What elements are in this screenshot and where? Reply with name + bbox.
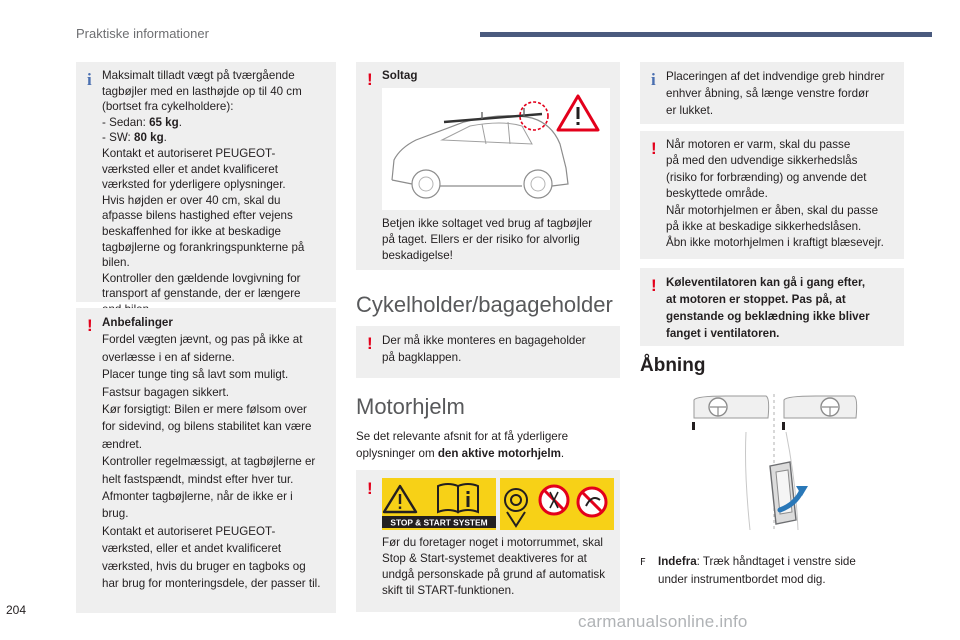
step-line bbox=[640, 553, 904, 571]
watermark: carmanualsonline.info bbox=[578, 612, 748, 631]
warning-box-recommendations bbox=[76, 308, 336, 613]
text-line: tagbøjlerne og forankringspunkterne på bbox=[102, 240, 305, 254]
sw-line bbox=[102, 130, 326, 146]
warning-title: Anbefalinger bbox=[102, 316, 173, 329]
warning-box-cooling-fan bbox=[640, 268, 904, 346]
text-line: Kontroller den gældende lovgivning for bbox=[102, 271, 301, 285]
text-line: Placeringen af det indvendige greb hindrer bbox=[666, 70, 885, 83]
bonnet-release-illustration bbox=[686, 392, 870, 532]
text-line: Betjen ikke soltaget ved brug af tagbøjler bbox=[382, 217, 593, 230]
sedan-suffix: . bbox=[178, 115, 182, 129]
stop-start-label: STOP & START SYSTEM bbox=[390, 517, 488, 528]
warning-icon: ! bbox=[367, 70, 373, 89]
text-line: Maksimalt tilladt vægt på tværgående bbox=[102, 69, 295, 82]
text-line: Køleventilatoren kan gå i gang efter, bbox=[666, 276, 866, 289]
header-accent-bar bbox=[480, 32, 932, 37]
text-line: genstande og beklædning ikke bliver bbox=[666, 310, 870, 323]
warning-icon: ! bbox=[87, 316, 93, 335]
stop-start-warning-illustration bbox=[382, 478, 614, 530]
text-line: værksted, hvis du bruger en tagboks og bbox=[102, 559, 306, 573]
text-line: beskadigelse! bbox=[382, 249, 453, 262]
text-line: værksted for yderligere oplysninger. bbox=[102, 178, 286, 192]
page-number: 204 bbox=[6, 603, 27, 617]
text-line: ændret. bbox=[102, 437, 142, 451]
text-line: beskyttede område. bbox=[666, 187, 768, 201]
text-line: Fastsur bagagen sikkert. bbox=[102, 385, 229, 399]
text-line: Placer tunge ting så lavt som muligt. bbox=[102, 368, 289, 382]
sedan-value: 65 kg bbox=[149, 115, 179, 129]
info-box-load-limit bbox=[76, 62, 336, 302]
text-line: transport af genstande, der er længere bbox=[102, 287, 301, 301]
sw-value: 80 kg bbox=[134, 131, 164, 145]
text-line: afpasse bilens hastighed efter vejens bbox=[102, 209, 293, 223]
text-line: overlæsse i en af siderne. bbox=[102, 350, 235, 364]
text-line: Stop & Start-systemet deaktiveres for at bbox=[382, 552, 587, 565]
text-line: fanget i ventilatoren. bbox=[666, 327, 780, 340]
warning-box-hot-engine bbox=[640, 131, 904, 259]
step-line-2: under instrumentbordet mod dig. bbox=[658, 573, 826, 586]
text-line: for sidevind, og bilens stabilitet kan være bbox=[102, 420, 312, 434]
text-line: (bortset fra cykelholdere): bbox=[102, 100, 234, 114]
text-line: brug. bbox=[102, 507, 129, 521]
text-line: Hvis højden er over 40 cm, skal du bbox=[102, 193, 281, 207]
bonnet-text bbox=[356, 428, 620, 462]
active-bonnet-link: den aktive motorhjelm bbox=[437, 447, 561, 460]
sw-label: - SW: bbox=[102, 131, 134, 145]
text-line: at motoren er stoppet. Pas på, at bbox=[666, 293, 846, 306]
text-line: er lukket. bbox=[666, 104, 714, 117]
text-prefix: oplysninger om bbox=[356, 447, 438, 460]
info-box-handle-position bbox=[640, 62, 904, 124]
text-line: på ikke at beskadige sikkerhedslåsen. bbox=[666, 220, 862, 234]
text-line: Kontroller regelmæssigt, at tagbøjlerne er bbox=[102, 455, 316, 469]
text-line: Se det relevante afsnit for at få yderligere bbox=[356, 430, 569, 443]
text-line: skift til START-funktionen. bbox=[382, 584, 515, 597]
text-line: på med den udvendige sikkerhedslås bbox=[666, 154, 858, 168]
text-line: Når motorhjelmen er åben, skal du passe bbox=[666, 203, 879, 217]
stop-start-text bbox=[382, 535, 618, 599]
sunroof-text bbox=[382, 216, 618, 264]
text-line: Åbn ikke motorhjelmen i kraftigt blæsevejr. bbox=[666, 236, 884, 250]
text-line: Kontakt et autoriseret PEUGEOT- bbox=[102, 146, 276, 160]
text-line: Der må ikke monteres en bagageholder bbox=[382, 334, 586, 347]
sw-suffix: . bbox=[163, 131, 167, 145]
text-line: Fordel vægten jævnt, og pas på ikke at bbox=[102, 333, 303, 347]
text-suffix: . bbox=[560, 447, 565, 460]
text-line: Kontakt et autoriseret PEUGEOT- bbox=[102, 524, 276, 538]
text-line: (risiko for forbrænding) og anvende det bbox=[666, 170, 867, 184]
text-line: har brug for monteringsdele, der passer til. bbox=[102, 577, 321, 591]
text-line: Før du foretager noget i motorrummet, skal bbox=[382, 536, 604, 549]
heading-bike-carrier: Cykelholder/bagageholder bbox=[356, 292, 613, 317]
info-icon: i bbox=[651, 70, 656, 89]
text-line: Kør forsigtigt: Bilen er mere følsom over bbox=[102, 403, 307, 417]
text-line bbox=[356, 445, 620, 462]
warning-icon: ! bbox=[367, 334, 373, 353]
text-line: enhver åbning, så længe venstre fordør bbox=[666, 87, 870, 100]
text-line: Når motoren er varm, skal du passe bbox=[666, 138, 851, 151]
opening-step bbox=[640, 553, 904, 588]
text-line: beskaffenhed for ikke at beskadige bbox=[102, 224, 281, 238]
sedan-label: - Sedan: bbox=[102, 115, 150, 129]
text-line: helt fastspændt, mindst efter hver tur. bbox=[102, 472, 294, 486]
step-text: : Træk håndtaget i venstre side bbox=[696, 555, 856, 568]
warning-icon: ! bbox=[367, 479, 373, 498]
text-line: værksted eller et andet kvalificeret bbox=[102, 162, 278, 176]
text-line: bilen. bbox=[102, 256, 130, 270]
heading-opening: Åbning bbox=[640, 355, 706, 376]
text-line: undgå personskade på grund af automatisk bbox=[382, 568, 606, 581]
heading-bonnet: Motorhjelm bbox=[356, 394, 465, 419]
car-roof-illustration bbox=[382, 88, 610, 210]
step-bullet-icon: F bbox=[640, 557, 646, 568]
warning-icon: ! bbox=[651, 276, 657, 295]
warning-icon: ! bbox=[651, 139, 657, 158]
text-line: Afmonter tagbøjlerne, når de ikke er i bbox=[102, 490, 293, 504]
info-icon: i bbox=[87, 70, 92, 89]
text-line: på bagklappen. bbox=[382, 351, 462, 364]
step-label: Indefra bbox=[658, 555, 697, 568]
warning-box-bike-carrier bbox=[356, 326, 620, 378]
text-line: værksted, eller et andet kvalificeret bbox=[102, 542, 282, 556]
sunroof-title: Soltag bbox=[382, 69, 418, 82]
sedan-line bbox=[102, 115, 326, 131]
page-header-title: Praktiske informationer bbox=[76, 26, 209, 41]
text-line: tagbøjler med en lasthøjde op til 40 cm bbox=[102, 84, 302, 98]
text-line: på taget. Ellers er der risiko for alvorlig bbox=[382, 233, 580, 246]
